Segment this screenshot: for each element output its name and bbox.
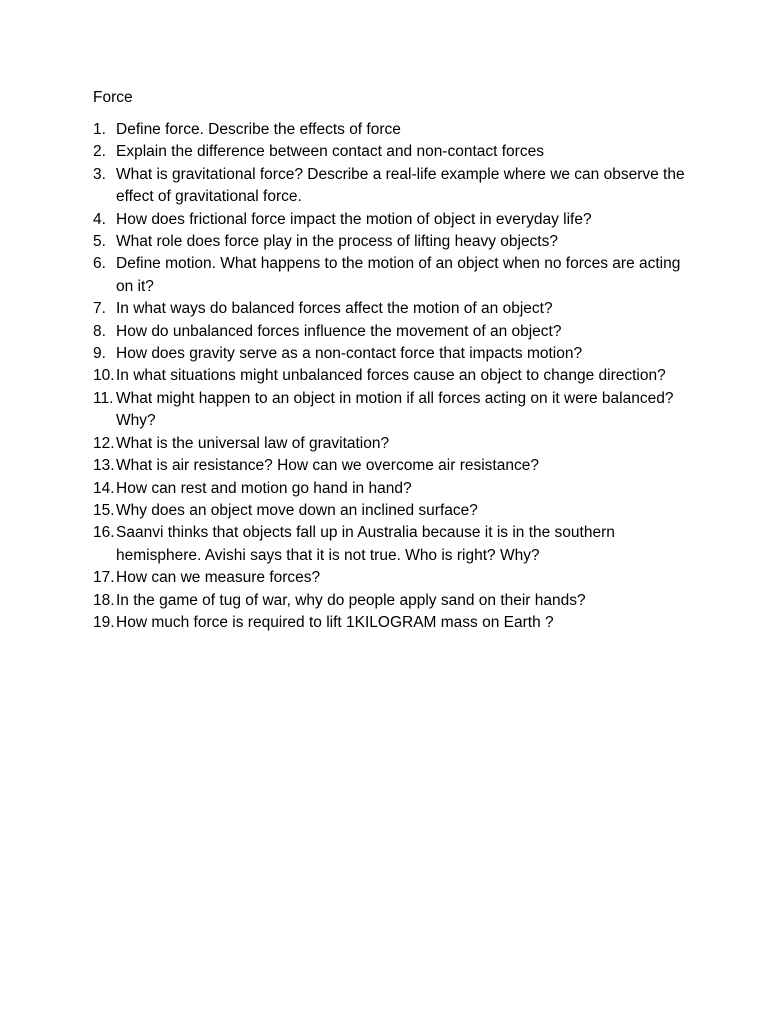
question-number: 14. (93, 479, 115, 497)
question-item (93, 141, 693, 163)
question-text: Define force. Describe the effects of force (116, 121, 401, 138)
question-number: 11. (93, 389, 114, 407)
question-number: 18. (93, 591, 115, 609)
question-number: 1. (93, 121, 106, 138)
question-number: 17. (93, 569, 115, 587)
question-text: What is air resistance? How can we overcome air resistance? (116, 457, 539, 475)
question-item (93, 500, 693, 522)
question-text: How can we measure forces? (116, 569, 321, 587)
question-item (93, 209, 693, 231)
question-number: 10. (93, 367, 115, 385)
question-number: 15. (93, 501, 115, 519)
question-number: 7. (93, 300, 106, 318)
question-number: 4. (93, 210, 106, 228)
question-text: How can rest and motion go hand in hand? (116, 479, 412, 497)
question-item (93, 590, 693, 612)
question-text: In the game of tug of war, why do people apply sand on their hands? (116, 591, 586, 609)
question-text: What might happen to an object in motion if all forces acting on it were balanced? Why? (116, 389, 674, 430)
question-text: How much force is required to lift 1KILOGRAM mass on Earth ? (116, 613, 554, 631)
question-item (93, 365, 693, 387)
question-text: Define motion. What happens to the motion of an object when no forces are acting on it? (116, 255, 681, 295)
question-item (93, 433, 693, 455)
question-text: In what situations might unbalanced forces cause an object to change direction? (116, 367, 666, 385)
question-number: 13. (93, 457, 115, 475)
question-item (93, 455, 693, 477)
question-text: Why does an object move down an inclined surface? (116, 501, 478, 519)
question-item (93, 253, 693, 298)
question-item (93, 164, 693, 209)
question-text: In what ways do balanced forces affect the motion of an object? (116, 300, 553, 318)
question-number: 19. (93, 613, 115, 631)
question-text: What is gravitational force? Describe a real-life example where we can observe the effect of gravitational force. (116, 165, 685, 206)
question-item (93, 522, 693, 567)
question-text: What is the universal law of gravitation? (116, 434, 390, 452)
question-text: What role does force play in the process of lifting heavy objects? (116, 233, 558, 251)
question-number: 9. (93, 345, 106, 363)
question-number: 6. (93, 255, 106, 273)
question-item (93, 231, 693, 253)
question-text: Saanvi thinks that objects fall up in Australia because it is in the southern hemisphere. Avishi says that it is not true. Who is right? Why? (116, 524, 615, 564)
question-text: How do unbalanced forces influence the movement of an object? (116, 322, 562, 340)
question-item (93, 478, 693, 500)
question-item (93, 343, 693, 365)
document-title: Force (93, 89, 133, 106)
question-number: 16. (93, 524, 115, 542)
question-item (93, 567, 693, 589)
question-number: 8. (93, 322, 106, 340)
question-text: How does gravity serve as a non-contact force that impacts motion? (116, 345, 583, 363)
question-number: 2. (93, 143, 106, 161)
question-item (93, 388, 693, 433)
question-list (93, 119, 693, 634)
question-number: 12. (93, 434, 115, 452)
question-number: 5. (93, 233, 106, 251)
question-text: How does frictional force impact the motion of object in everyday life? (116, 210, 592, 228)
question-item (93, 612, 693, 634)
question-number: 3. (93, 165, 106, 183)
question-item (93, 119, 693, 141)
question-item (93, 321, 693, 343)
question-item (93, 298, 693, 320)
question-text: Explain the difference between contact and non-contact forces (116, 143, 544, 161)
